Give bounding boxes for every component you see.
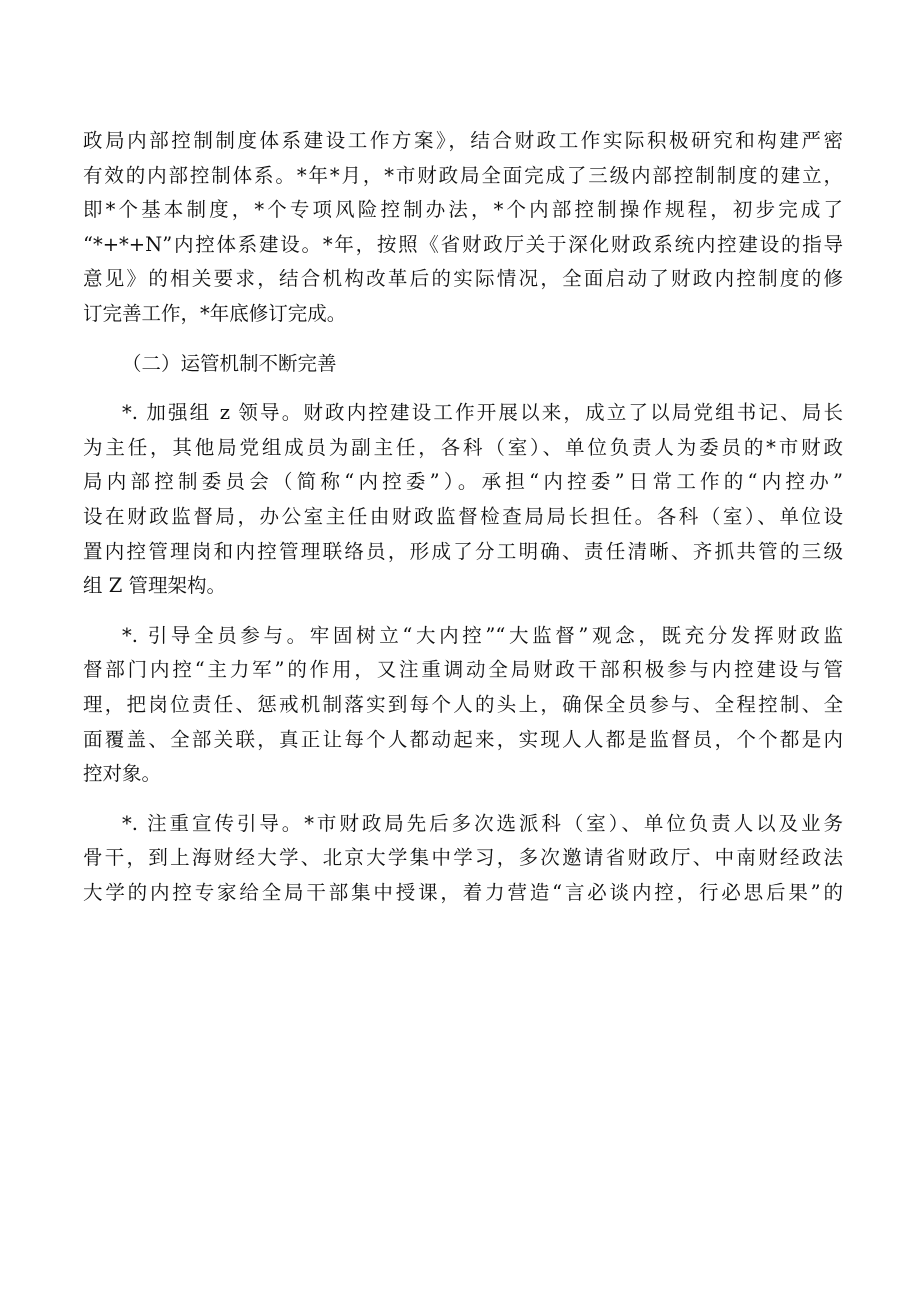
text-line: 督部门内控“主力军”的作用，又注重调动全局财政干部积极参与内控建设与管 (83, 658, 843, 682)
text-line: 组 Z 管理架构。 (83, 574, 226, 598)
text-line: *. 注重宣传引导。*市财政局先后多次选派科（室）、单位负责人以及业务 (122, 811, 843, 835)
text-line: *. 引导全员参与。牢固树立“大内控”“大监督”观念，既充分发挥财政监 (122, 623, 843, 647)
paragraph-2 (83, 396, 843, 604)
text-line: 理，把岗位责任、惩戒机制落实到每个人的头上，确保全员参与、全程控制、全 (83, 692, 843, 716)
text-line: 即*个基本制度，*个专项风险控制办法，*个内部控制操作规程，初步完成了 (83, 198, 843, 222)
text-line: 骨干，到上海财经大学、北京大学集中学习，多次邀请省财政厅、中南财经政法 (83, 846, 843, 870)
text-line: 订完善工作，*年底修订完成。 (83, 301, 347, 325)
text-line: 为主任，其他局党组成员为副主任，各科（室）、单位负责人为委员的*市财政 (83, 435, 843, 459)
heading-text: （二）运管机制不断完善 (122, 351, 337, 375)
text-line: 大学的内控专家给全局干部集中授课，着力营造“言必谈内控，行必思后果”的 (83, 880, 843, 904)
text-line: 意见》的相关要求，结合机构改革后的实际情况，全面启动了财政内控制度的修 (83, 267, 843, 291)
paragraph-4 (83, 807, 843, 911)
paragraph-1 (83, 124, 843, 332)
text-line: *. 加强组 z 领导。财政内控建设工作开展以来，成立了以局党组书记、局长 (122, 401, 843, 425)
text-line: “*+*+N”内控体系建设。*年，按照《省财政厅关于深化财政系统内控建设的指导 (83, 232, 843, 256)
document-body (83, 124, 843, 910)
text-line: 控对象。 (83, 762, 162, 786)
paragraph-3 (83, 619, 843, 792)
text-line: 设在财政监督局，办公室主任由财政监督检查局局长担任。各科（室）、单位设 (83, 504, 843, 528)
text-line: 局内部控制委员会（简称“内控委”）。承担“内控委”日常工作的“内控办” (83, 470, 843, 494)
text-line: 面覆盖、全部关联，真正让每个人都动起来，实现人人都是监督员，个个都是内 (83, 727, 843, 751)
text-line: 置内控管理岗和内控管理联络员，形成了分工明确、责任清晰、齐抓共管的三级 (83, 539, 843, 563)
section-heading (83, 347, 843, 382)
text-line: 政局内部控制制度体系建设工作方案》，结合财政工作实际积极研究和构建严密 (83, 129, 843, 152)
text-line: 有效的内部控制体系。*年*月，*市财政局全面完成了三级内部控制制度的建立， (83, 163, 843, 187)
